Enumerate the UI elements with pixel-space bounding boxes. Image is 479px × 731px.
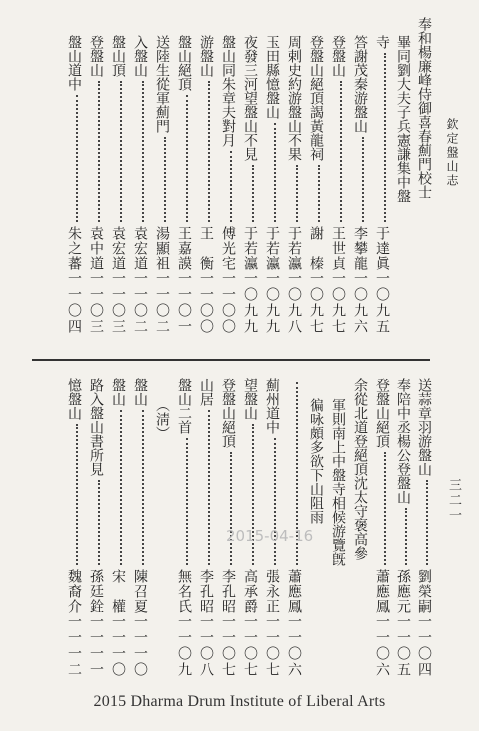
entry-author: 宋 權 [110,569,126,614]
toc-entry [393,378,413,678]
entry-page: 一一〇六 [286,614,302,678]
toc-entry [108,378,128,678]
entry-title: 盤山 [110,378,126,406]
watermark-date: 2015-04-16 [226,527,314,545]
toc-entry [152,398,172,440]
entry-title: 盤山 [132,378,148,406]
leader-dots [208,410,210,565]
entry-title: 憶盤山 [66,378,82,420]
entry-title: 畢同劉大夫子兵憲謙集中盤 [395,35,411,203]
toc-entry [284,35,304,335]
entry-title: 登盤山絕頂 [374,378,390,448]
entry-title: 玉田縣憶盤山 [264,35,280,119]
entry-title: 奉陪中丞楊公登盤山 [395,378,411,504]
toc-entry [414,17,434,199]
entry-title: 余從北道登絕頂沈太守褒高參 [352,378,368,560]
entry-page: 一〇九九 [242,271,258,335]
entry-title: 送蒜章羽游盤山 [416,378,432,476]
entry-title: 登盤山 [88,35,104,77]
toc-entry [152,35,172,335]
footer-watermark: 2015 Dharma Drum Institute of Liberal Arts [93,693,386,710]
entry-title: 盤山絕頂 [176,35,192,91]
toc-entry [393,35,413,203]
entry-page: 一一一〇 [110,614,126,678]
toc-entry [350,35,370,335]
toc-entry [328,398,348,566]
entry-title: 軍則南上中盤寺相候游覽旣 [330,398,346,566]
entry-title: 登盤山絕頂謁黃龍祠 [308,35,324,161]
leader-dots [98,81,100,222]
toc-entry [350,378,370,560]
leader-dots [318,165,320,222]
entry-title: 盤山道中 [66,35,82,91]
entry-author: 湯顯祖 [154,226,170,271]
entry-author: 袁宏道 [132,226,148,271]
leader-dots [296,165,298,222]
leader-dots [230,452,232,565]
leader-dots [120,410,122,565]
toc-entry [174,378,194,678]
entry-page: 一〇九七 [330,271,346,335]
entry-author: 蕭應鳳 [286,569,302,614]
entry-page: 一一〇三 [110,271,126,335]
leader-dots [340,81,342,222]
toc-entry [64,35,84,335]
entry-title: 登盤山絕頂 [220,378,236,448]
entry-author: 王嘉謨 [176,226,192,271]
leader-dots [98,480,100,565]
entry-author: 袁宏道 [110,226,126,271]
entry-page: 一一〇〇 [220,271,236,335]
entry-author: 于若瀛 [286,226,302,271]
entry-page: 一〇九八 [286,271,302,335]
leader-dots [186,438,188,565]
leader-dots [142,81,144,222]
leader-dots [252,165,254,222]
entry-author: 孫廷銓 [88,569,104,614]
entry-title: 答謝茂秦游盤山 [352,35,368,133]
entry-title: 送陸生從軍薊門 [154,35,170,133]
page-number: 三二一 [446,478,461,523]
entry-page: 一〇九七 [308,271,324,335]
leader-dots [76,95,78,222]
entry-title: 寺 [374,35,390,49]
entry-page: 一一〇〇 [198,271,214,335]
leader-dots [186,95,188,222]
leader-dots [426,480,428,565]
entry-title: 徧咏頗多欲下山阻雨 [308,398,324,524]
entry-author: 傅光宅 [220,226,236,271]
entry-author: 李攀龍 [352,226,368,271]
entry-title: 路入盤山書所見 [88,378,104,476]
leader-dots [384,53,386,222]
entry-page: 一一〇三 [88,271,104,335]
entry-page: 一〇九六 [352,271,368,335]
toc-entry [174,35,194,335]
entry-page: 一一一一 [88,614,104,678]
entry-author: 劉榮嗣 [416,569,432,614]
leader-dots [120,81,122,222]
entry-author: 謝 榛 [308,226,324,271]
entry-author: 高承爵 [242,569,258,614]
toc-entry [86,35,106,335]
entry-author: 王世貞 [330,226,346,271]
leader-dots [208,81,210,222]
entry-author: 于若瀛 [242,226,258,271]
entry-page: 一一〇二 [154,271,170,335]
leader-dots [405,508,407,565]
entry-author: 陳召夏 [132,569,148,614]
entry-author: 無名氏 [176,569,192,614]
entry-page: 一一〇五 [395,614,411,678]
leader-dots [230,151,232,222]
entry-author: 魏裔介 [66,569,82,614]
entry-author: 張永正 [264,569,280,614]
toc-entry [196,35,216,335]
entry-title: 入盤山 [132,35,148,77]
entry-title: 望盤山 [242,378,258,420]
entry-page: 一〇九九 [264,271,280,335]
entry-author: 李孔昭 [220,569,236,614]
entry-page: 一一〇七 [264,614,280,678]
toc-entry [306,398,326,524]
leader-dots [164,137,166,222]
entry-title: 盤山二首 [176,378,192,434]
toc-entry [86,378,106,678]
entry-page: 一一〇二 [132,271,148,335]
entry-title: 奉和楊廉峰侍御喜春薊門校士 [416,17,432,199]
era-heading: （淸） [154,398,170,440]
entry-page: 一一〇一 [176,271,192,335]
entry-author: 蕭應鳳 [374,569,390,614]
toc-entry [240,35,260,335]
toc-entry [108,35,128,335]
entry-title: 登盤山 [330,35,346,77]
section-divider [32,359,430,361]
entry-page: 一一一二 [66,614,82,678]
toc-entry [130,378,150,678]
leader-dots [76,424,78,565]
leader-dots [384,452,386,565]
toc-entry [328,35,348,335]
entry-page: 一一〇四 [416,614,432,678]
entry-page: 一一〇七 [220,614,236,678]
entry-title: 盤山同朱章夫對月 [220,35,236,147]
entry-title: 山居 [198,378,214,406]
entry-author: 于達眞 [374,226,390,271]
entry-title: 薊州道中 [264,378,280,434]
entry-page: 一一〇六 [374,614,390,678]
book-title: 欽定盤山志 [445,118,459,188]
entry-title: 夜發三河望盤山不見 [242,35,258,161]
entry-title: 周剌史約游盤山不果 [286,35,302,161]
entry-page: 一一一〇 [132,614,148,678]
entry-title: 盤山頂 [110,35,126,77]
toc-entry [262,35,282,335]
entry-author: 于若瀛 [264,226,280,271]
leader-dots [274,123,276,222]
toc-entry [64,378,84,678]
toc-entry [372,378,392,678]
toc-entry [196,378,216,678]
toc-entry [218,35,238,335]
toc-entry [372,35,392,335]
toc-entry [306,35,326,335]
entry-author: 孫應元 [395,569,411,614]
leader-dots [362,137,364,222]
entry-author: 李孔昭 [198,569,214,614]
entry-title: 游盤山 [198,35,214,77]
leader-dots [274,438,276,565]
entry-author: 朱之蕃 [66,226,82,271]
entry-page: 一一〇八 [198,614,214,678]
toc-entry [414,378,434,678]
toc-entry [130,35,150,335]
leader-dots [142,410,144,565]
entry-page: 一一〇四 [66,271,82,335]
entry-page: 一〇九五 [374,271,390,335]
entry-author: 王 衡 [198,226,214,271]
entry-page: 一一〇九 [176,614,192,678]
entry-author: 袁中道 [88,226,104,271]
entry-page: 一一〇七 [242,614,258,678]
